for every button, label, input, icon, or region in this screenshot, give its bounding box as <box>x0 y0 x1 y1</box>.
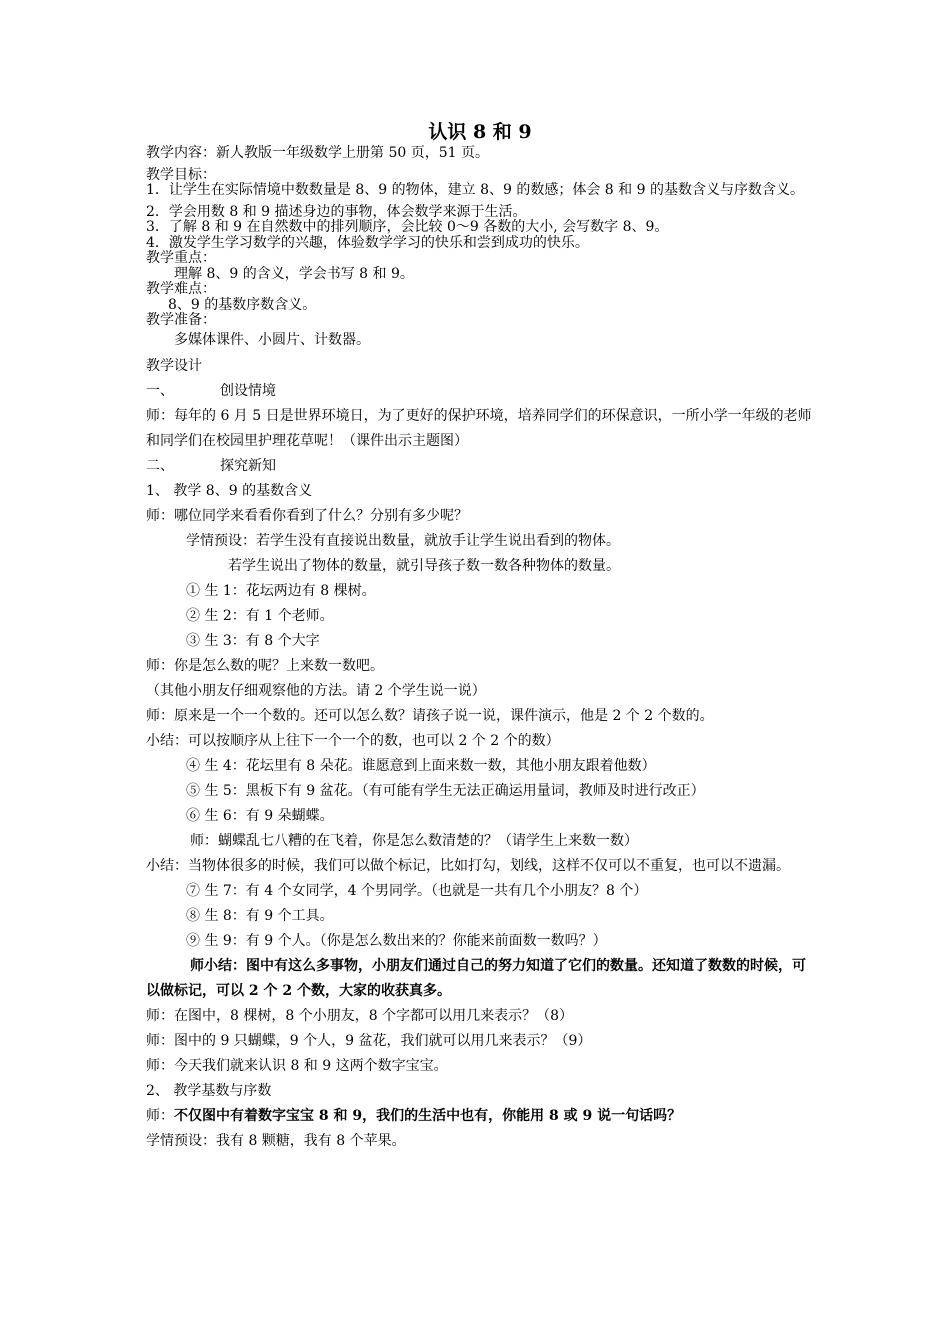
preparation-heading: 教学准备： <box>146 312 216 328</box>
student-answer-9: ⑨ 生 9：有 9 个人。（你是怎么数出来的？你能来前面数一数吗？） <box>186 933 607 949</box>
student-answer-4: ④ 生 4：花坛里有 8 朵花。谁愿意到上面来数一数，其他小朋友跟着他数） <box>186 758 656 774</box>
section-1-title: 创设情境 <box>220 383 276 399</box>
goal-2: 2．学会用数 8 和 9 描述身边的事物，体会数学来源于生活。 <box>146 203 527 220</box>
observe-note: （其他小朋友仔细观察他的方法。请 2 个学生说一说） <box>146 683 486 699</box>
section-1-number: 一、 <box>146 383 174 399</box>
section-2-number: 二、 <box>146 458 174 474</box>
teacher-question-6: 师：图中的 9 只蝴蝶，9 个人，9 盆花，我们就可以用几来表示？（9） <box>146 1033 592 1049</box>
section-2-heading <box>146 454 814 479</box>
teaching-content: 教学内容：新人教版一年级数学上册第 50 页，51 页。 <box>146 145 489 161</box>
subsection-2-heading: 2、 教学基数与序数 <box>146 1083 272 1099</box>
teacher-intro: 师：今天我们就来认识 8 和 9 这两个数字宝宝。 <box>146 1058 448 1074</box>
teacher-question-5: 师：在图中，8 棵树，8 个小朋友，8 个字都可以用几来表示？（8） <box>146 1008 573 1024</box>
section-2-title: 探究新知 <box>220 458 276 474</box>
teacher-question-3: 师：原来是一个一个数的。还可以怎么数？请孩子说一说，课件演示，他是 2 个 2 个数的。 <box>146 708 714 724</box>
document-content <box>146 118 814 1154</box>
difficulties-text: 8、9 的基数序数含义。 <box>168 296 317 313</box>
design-heading: 教学设计 <box>146 358 202 374</box>
key-points-heading: 教学重点： <box>146 250 216 266</box>
teacher-prefix: 师： <box>146 1108 174 1124</box>
student-answer-2: ② 生 2：有 1 个老师。 <box>186 608 334 624</box>
teaching-goals-heading: 教学目标： <box>146 166 216 183</box>
student-answer-3: ③ 生 3：有 8 个大字 <box>186 633 320 649</box>
student-answer-6: ⑥ 生 6：有 9 朵蝴蝶。 <box>186 808 334 824</box>
learning-preset-1: 学情预设：若学生没有直接说出数量，就放手让学生说出看到的物体。 <box>186 533 620 549</box>
summary-2: 小结：当物体很多的时候，我们可以做个标记，比如打勾，划线，这样不仅可以不重复，也可以不遗漏。 <box>146 858 790 874</box>
key-points-text: 理解 8、9 的含义，学会书写 8 和 9。 <box>174 265 414 282</box>
teacher-question-2: 师：你是怎么数的呢？上来数一数吧。 <box>146 658 384 674</box>
goal-3: 3．了解 8 和 9 在自然数中的排列顺序，会比较 0～9 各数的大小, 会写数字 8、9。 <box>146 219 669 235</box>
preparation-text: 多媒体课件、小圆片、计数器。 <box>174 331 370 348</box>
summary-1: 小结：可以按顺序从上往下一个一个的数，也可以 2 个 2 个的数） <box>146 733 560 749</box>
student-answer-8: ⑧ 生 8：有 9 个工具。 <box>186 908 334 924</box>
document-title: 认识 8 和 9 <box>428 121 532 143</box>
teacher-question-7-text: 不仅图中有着数字宝宝 8 和 9，我们的生活中也有，你能用 8 或 9 说一句话吗？ <box>174 1108 682 1124</box>
teacher-question-7 <box>146 1104 814 1129</box>
goal-4: 4．激发学生学习数学的兴趣，体验数学学习的快乐和尝到成功的快乐。 <box>146 234 589 251</box>
learning-preset-3: 学情预设：我有 8 颗糖，我有 8 个苹果。 <box>146 1133 406 1149</box>
learning-preset-2: 若学生说出了物体的数量，就引导孩子数一数各种物体的数量。 <box>228 558 620 574</box>
teacher-summary: 师小结：图中有这么多事物，小朋友们通过自己的努力知道了它们的数量。还知道了数数的时候，可以做标记，可以 2 个 2 个数，大家的收获真多。 <box>146 958 806 999</box>
goal-1: 1．让学生在实际情境中数数量是 8、9 的物体，建立 8、9 的数感；体会 8 和 9 的基数含义与序数含义。 <box>146 182 804 198</box>
teacher-question-4: 师：蝴蝶乱七八糟的在飞着，你是怎么数清楚的？（请学生上来数一数） <box>190 833 638 849</box>
difficulties-heading: 教学难点： <box>146 281 216 297</box>
section-1-text: 师：每年的 6 月 5 日是世界环境日，为了更好的保护环境，培养同学们的环保意识，一所小学一年级的老师和同学们在校园里护理花草呢！（课件出示主题图） <box>146 408 812 449</box>
student-answer-7: ⑦ 生 7：有 4 个女同学，4 个男同学。（也就是一共有几个小朋友？8 个） <box>186 883 648 899</box>
teacher-question-1: 师：哪位同学来看看你看到了什么？分别有多少呢？ <box>146 508 468 524</box>
section-1-heading <box>146 379 814 404</box>
student-answer-1: ① 生 1：花坛两边有 8 棵树。 <box>186 583 376 599</box>
student-answer-5: ⑤ 生 5：黑板下有 9 盆花。（有可能有学生无法正确运用量词，教师及时进行改正） <box>186 783 705 799</box>
subsection-1-heading: 1、 教学 8、9 的基数含义 <box>146 483 313 499</box>
